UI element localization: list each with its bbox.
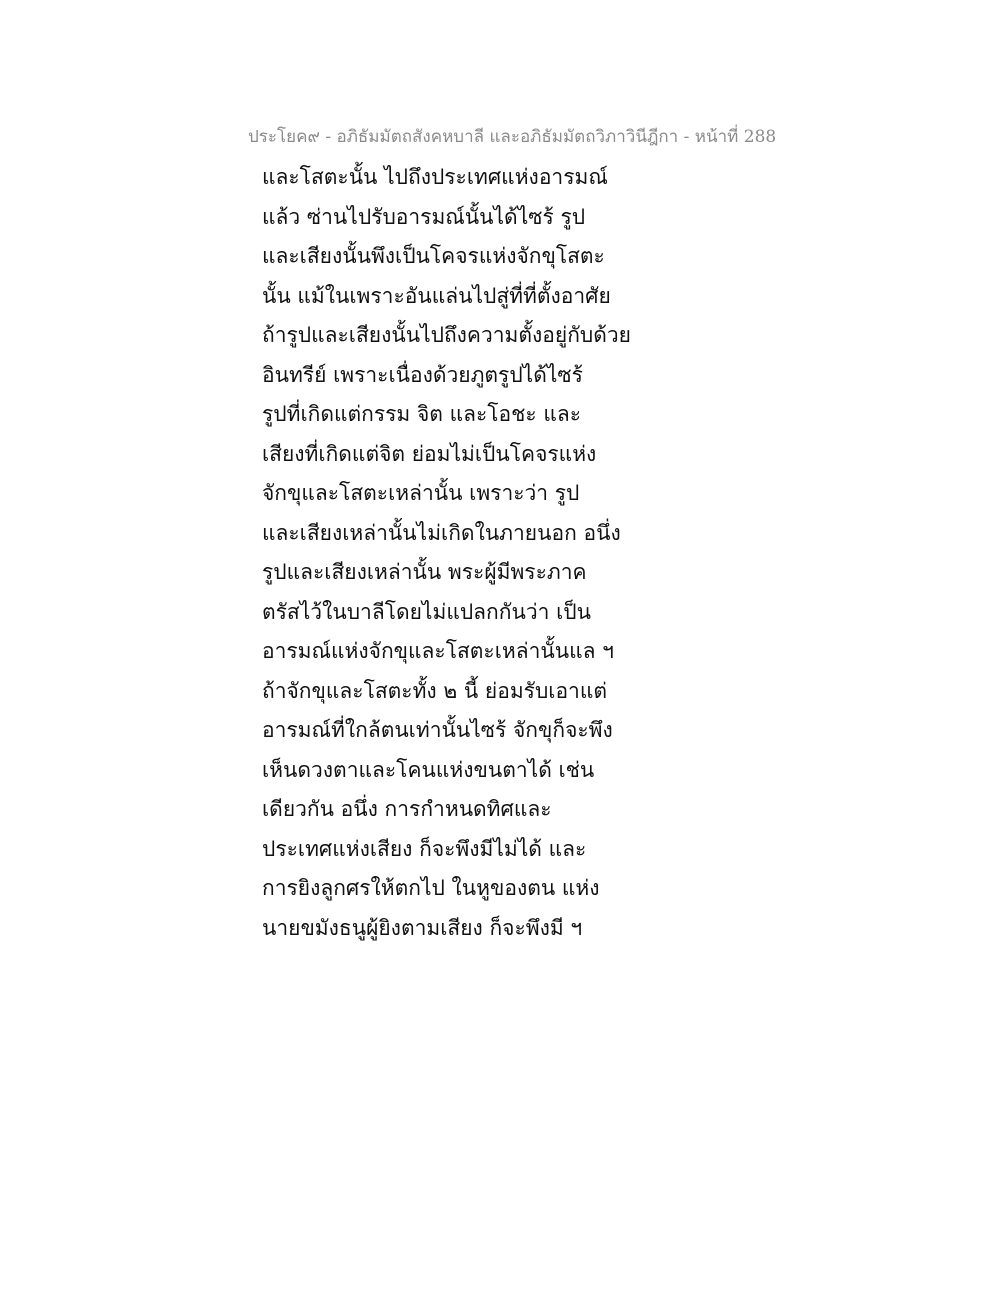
text-line: เห็นดวงตาและโคนแห่งขนตาได้ เช่น — [262, 757, 595, 782]
text-line: เสียงที่เกิดแต่จิต ย่อมไม่เป็นโคจรแห่ง — [262, 441, 597, 466]
text-line: ถ้ารูปและเสียงนั้นไปถึงความตั้งอยู่กับด้วย — [262, 323, 631, 347]
text-line: และเสียงเหล่านั้นไม่เกิดในภายนอก อนึ่ง — [262, 520, 621, 545]
text-line: อารมณ์ที่ใกล้ตนเท่านั้นไซร้ จักขุก็จะพึง — [262, 718, 613, 742]
text-line: เดียวกัน อนึ่ง การกำหนดทิศและ — [262, 797, 552, 821]
text-line: ถ้าจักขุและโสตะทั้ง ๒ นี้ ย่อมรับเอาแต่ — [262, 678, 608, 703]
text-line: จักขุและโสตะเหล่านั้น เพราะว่า รูป — [262, 481, 580, 505]
text-line: และโสตะนั้น ไปถึงประเทศแห่งอารมณ์ — [262, 165, 608, 189]
text-line: แล้ว ซ่านไปรับอารมณ์นั้นได้ไซร้ รูป — [262, 204, 586, 229]
text-line: ประเทศแห่งเสียง ก็จะพึงมีไม่ได้ และ — [262, 836, 587, 861]
text-line: รูปที่เกิดแต่กรรม จิต และโอชะ และ — [262, 402, 582, 426]
text-line: นั้น แม้ในเพราะอันแล่นไปสู่ที่ที่ตั้งอาศัย — [262, 283, 611, 308]
text-line: การยิงลูกศรให้ตกไป ในหูของตน แห่ง — [262, 876, 600, 900]
page-header: ประโยค๙ - อภิธัมมัตถสังคหบาลี และอภิธัมมัตถวิภาวินีฎีกา - หน้าที่ 288 — [248, 127, 777, 147]
text-line: ตรัสไว้ในบาลีโดยไม่แปลกกันว่า เป็น — [262, 599, 591, 624]
text-line: อารมณ์แห่งจักขุและโสตะเหล่านั้นแล ฯ — [262, 639, 614, 663]
text-line: รูปและเสียงเหล่านั้น พระผู้มีพระภาค — [262, 560, 587, 584]
body-text — [262, 158, 682, 948]
text-line: อินทรีย์ เพราะเนื่องด้วยภูตรูปได้ไซร้ — [262, 362, 583, 387]
text-line: และเสียงนั้นพึงเป็นโคจรแห่งจักขุโสตะ — [262, 244, 605, 268]
text-line: นายขมังธนูผู้ยิงตามเสียง ก็จะพึงมี ฯ — [262, 915, 583, 940]
